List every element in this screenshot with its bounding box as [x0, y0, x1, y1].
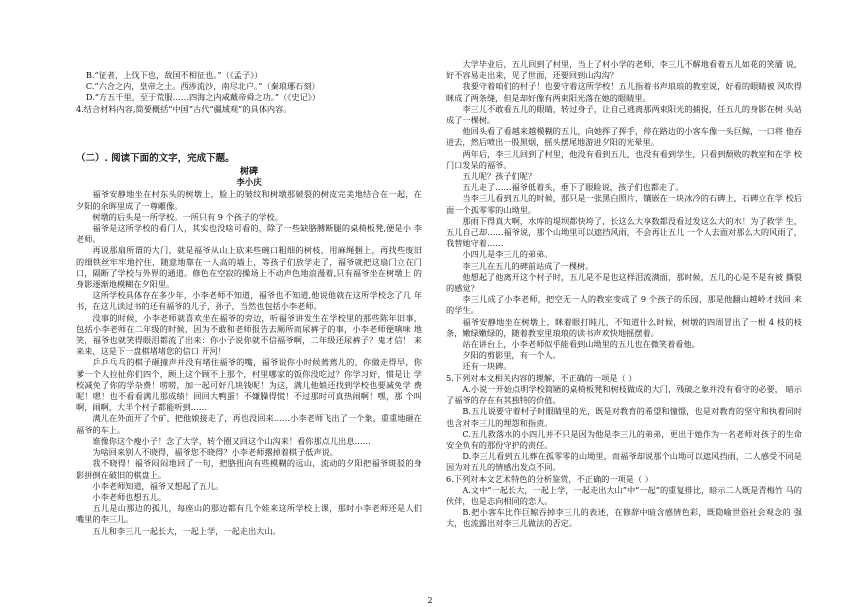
story-paragraph: 夕阳的剪影里，有一个人。 — [462, 350, 561, 361]
story-paragraph: 那雨下得真大啊，水库的堤坝都快垮了，长这么大享数都没看过发这么大的水！为了救学 生，五儿自己却……福爷说，那个山坳里可以遮挡风雨，不会再让五儿 一个人去面对那么大的风雨了，我替她守着…… — [446, 215, 802, 249]
story-paragraph: 福爷安静地坐在村东头的树墩上，脸上的皱纹和树墩那皴裂的树皮完美地结合在一起，在 夕阳的余晖里成了一尊雕像。 — [76, 189, 422, 211]
story-paragraph: 这所学校具体存在多少年，小李老师不知道，福爷也不知道,他说他就在这所学校念了几 年书，在这儿读过书的还有福爷的儿子，孙子，当然也包括小李老师。 — [76, 290, 422, 312]
story-paragraph: 五儿呢？孩子们呢？ — [462, 171, 537, 182]
story-paragraph: 他想起了他离开这个村子时，五儿是不是也这样泪流满面，那时候，五儿的心是不是有被 撕裂的感觉？ — [446, 271, 802, 294]
story-paragraph: 李三儿成了小李老师，把空无一人的教室变成了 9 个孩子的乐园，那是他翻山越岭才找回 来的学生。 — [446, 294, 802, 316]
question-5-stem: 5.下列对本文相关内容的理解，不正确的一项是（ ） — [446, 372, 637, 383]
story-paragraph: 他回头看了看越来越模糊的五儿，向她挥了挥手，停在路边的小客车像一头巨鲸，一口将 他吞进去，然后喷出一股黑烟，摇头摆尾地游进夕阳的光晕里。 — [446, 126, 802, 148]
story-paragraph: 五儿走了……福爷低着头，垂下了眼睑说，孩子们也都走了。 — [462, 182, 684, 193]
question-5-options — [446, 384, 802, 474]
story-paragraph: 李三儿在五儿的碑前站成了一棵树。 — [462, 260, 594, 271]
story-paragraph: 站在讲台上，小李老师似乎能看到山坳里的五儿也在微笑着看他。 — [462, 339, 700, 350]
story-paragraph: 谁像你这个瘦小子！念了大学，转个圈又回这个山沟来！看你那点儿出息…… — [92, 435, 371, 446]
section-heading: （二）. 阅读下面的文字，完成下题。 — [76, 152, 235, 164]
story-paragraph: 乒乒乓乓的棋子砸撞声并没有堵住福爷的嘴，福爷说你小时候蔫蔫儿的，你做走得早，你 爹一个人拉扯你们四个，顾上这个顾不上那个，村里哪家的饭你没吃过？你学习好，惯是让 学校减免了你的学杂费！唠唠，加一起可好几块钱呢！为这，满儿他娘还找到学校也要减免学 费呢！嗯！也不看看满儿那成绩！回回大鸭蛋！不嫌臊得慌！不过那时可真热闹啊！嘿，那 个叫啊，闹啊，大半个村子都能听到…… — [76, 357, 422, 413]
story-paragraph: 福爷安静地坐在树墩上，眯着眼打盹儿，不知道什么时候，树墩的四周冒出了一根 4 枝的枝 条，嫩绿嫩绿的，随着教室里琅琅的读书声欢快地摇摆着。 — [446, 316, 802, 338]
story-paragraph: 当李三儿看到五儿的时候，那只是一张黑白照片，镶嵌在一块冰冷的石碑上，石碑立在学 校后面一个孤零零的山坳里。 — [446, 193, 802, 215]
story-paragraph: 小四儿是李三儿的弟弟。 — [462, 249, 553, 260]
left-story-body — [76, 189, 422, 536]
story-author: 李小庆 — [236, 178, 262, 189]
story-paragraph: 我不晓得！福爷闷闷地回了一句，把胳扭向有些模糊的远山，流动的夕阳把福爷斑驳的身 影拼倒在破旧的棋盘上。 — [76, 458, 422, 480]
story-paragraph: 再说那扇所谓的大门，就是福爷从山上砍来些碗口粗细的树枝，用麻绳捆上，再找些废旧 的细铁丝牢牢地拧住，随意地靠在一人高的墙上，等孩子们放学走了，福爷就把这扇门立在门 口，隔断了学校与外界的通道。修色在空寂的操场上不动声色地浪漫着,只有福爷坐在树墩上 的身影逐渐地模糊在夕阳里。 — [76, 245, 422, 290]
question-6-stem: 6.下列对本文艺术特色的分析鉴赏，不正确的一项是（ ） — [446, 473, 653, 484]
story-paragraph: 两年后，李三儿回到了村里，他没有看到五儿，也没有看到学生，只看到颓败的教室和在学 校门口发呆的福爷。 — [446, 148, 802, 170]
story-paragraph: 五儿和李三儿一起长大，一起上学，一起走出大山。 — [92, 525, 281, 536]
page-number: 2 — [427, 596, 433, 605]
answer-option: A.小说一开始点明学校简陋的桌椅板凳和树枝做成的大门，残破之象并没有看守的必要， 暗示了福爷的存在有其独特的价值。 — [446, 383, 802, 406]
story-paragraph: 李三儿不敢看五儿的眼睛，转过身子，让自己逃离那两束阳光的捕捉，任五儿的身影在树 头站成了一棵树。 — [446, 103, 802, 126]
option-b: B.“征者，上伐下也，敌国不相征也。”（《孟子》） — [85, 70, 263, 80]
story-paragraph: 还有一块碑。 — [462, 361, 512, 372]
option-c: C.“六合之内，皇帝之土。西涉流沙，南尽北户。”（秦琅琊石刻） — [85, 81, 320, 92]
story-paragraph: 没事的时候，小李老师就喜欢坐在福爷的旁边，听福爷讲发生在学校里的那些陈年旧事， 包括小李老师在二年级的时候，因为不敢和老师报告去厕所而尿裤子的事，小李老师便嗔味 地笑，福爷也就笑得眼泪都流了出来：你小子说你就不信福爷啊，二年级还尿裤子？鬼才信！ 来来来，这是下一盘棋堵堵您的信口 开河！ — [76, 312, 422, 357]
option-d: D.“方五千里，至于荒服……四海之内咸戴帝舜之功。”（《史记》） — [85, 92, 321, 103]
question-6-options — [446, 485, 802, 530]
story-paragraph: 小李老师知道，福爷又想起了五儿。 — [92, 480, 224, 491]
answer-option: B.五儿说要守着村子时眼睛里的光，既是对教育的希望和憧憬，也是对教育的坚守和执着同时也含对李三儿的埋怨和指责。 — [446, 406, 802, 428]
answer-option: C.五儿救落水的小四儿并不只是因为他是李三儿的弟弟，更出于她作为一名老师对孩子的生命安全负有的那份守护的责任。 — [446, 428, 802, 450]
left-column — [76, 70, 422, 537]
right-story-body — [446, 59, 802, 373]
right-column — [446, 59, 802, 530]
story-paragraph: 树墩的后头是一所学校。一所只有 9 个孩子的学校。 — [92, 211, 283, 222]
story-paragraph: 五儿是山那边的孤儿，每座山的那边都有几个娃来这所学校上课，那时小李老师还是人们 嘴里的李三儿。 — [76, 503, 422, 525]
story-paragraph: 小李老师也想五儿。 — [92, 491, 167, 502]
question-4: 4.结合材料内容,简要概括“中国”古代“疆域观”的具体内容。 — [76, 103, 292, 114]
answer-option: D.李三儿看到五儿葬在孤零零的山坳里，而福爷却说那个山坳可以遮风挡雨，二人感受不同是因为对五儿的情感出发点不同。 — [446, 451, 802, 473]
answer-option: B.把小客车比作巨鲸吞掉李三儿的表述，在修辞中暗含感情色彩，既隐喻世俗社会观念的 强大，也流露出对李三儿做法的否定。 — [446, 507, 802, 529]
story-paragraph: 为啥回来别人不晓得，福爷您不晓得？小李老师撂掉着棋子低声说。 — [92, 447, 339, 458]
story-paragraph: 大学毕业后，五儿回到了村里，当上了村小学的老师，李三儿不解地看着五儿如花的笑靥 说，好不容易走出来，见了世面，还要回到山沟沟？ — [446, 59, 802, 81]
story-title: 树碑 — [239, 167, 258, 178]
answer-option: A.文中“一起长大，一起上学，一起走出大山”中“一起”的重复排比，暗示二人既是青梅竹 马的伙伴，也是志向相同的恋人。 — [446, 484, 802, 506]
story-paragraph: 福爷是这所学校的看门人，其实也没啥可看的，除了一些缺胳膊断腿的桌椅板凳,便是小 李老师。 — [76, 223, 422, 245]
story-paragraph: 满儿在外面开了个矿，把他娘接走了，再也没回来……小李老师飞出了一个象，重重地砸在 福爷的车上。 — [76, 413, 422, 435]
story-paragraph: 我要守着咱们的村子！也要守着这所学校！五儿指着书声琅琅的教室说，好看的眼睛被 风吹得眯成了两条缝，但是却好像有两束阳光落在她的眼睛里。 — [446, 81, 802, 103]
